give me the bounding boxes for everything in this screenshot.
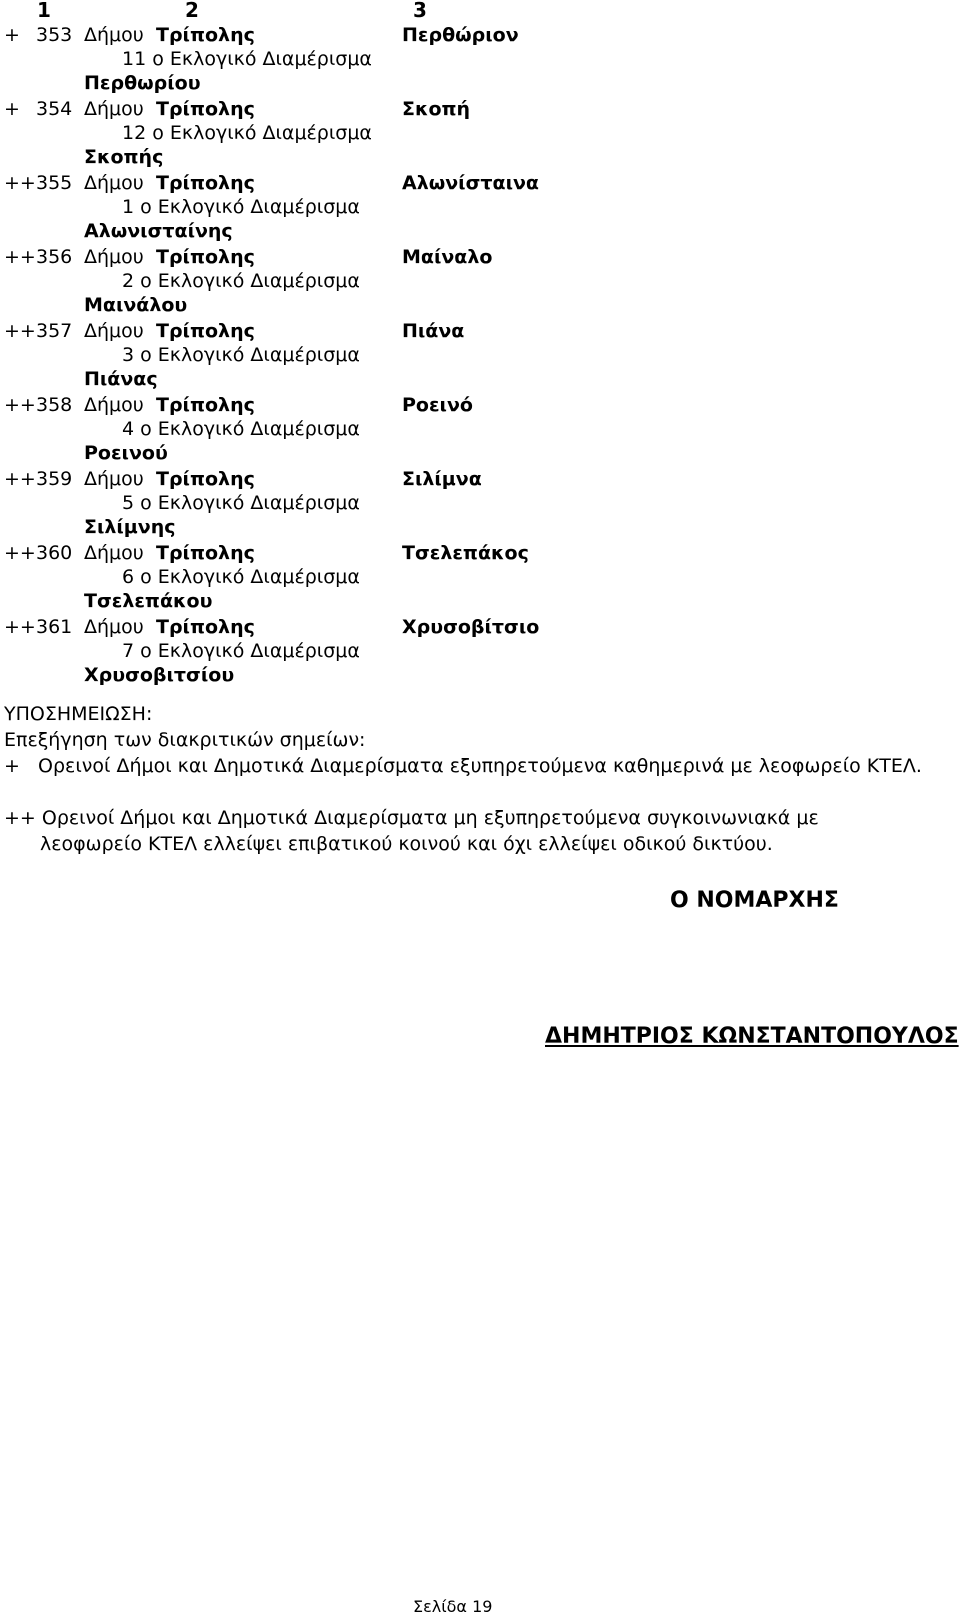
entry-city: Τρίπολης: [156, 320, 255, 342]
entry-district: 1 ο Εκλογικό Διαμέρισμα: [122, 196, 360, 218]
entry-number: 358: [36, 394, 73, 416]
entry-locality: Μαινάλου: [84, 294, 188, 316]
column-header-1: 1: [37, 0, 51, 22]
list-item: [0, 393, 960, 467]
entry-district: 5 ο Εκλογικό Διαμέρισμα: [122, 492, 360, 514]
entry-number: 357: [36, 320, 73, 342]
entry-mark: ++: [4, 320, 36, 342]
entry-locality: Σκοπής: [84, 146, 164, 168]
entry-number: 359: [36, 468, 73, 490]
entry-district: 11 ο Εκλογικό Διαμέρισμα: [122, 48, 372, 70]
entry-number: 355: [36, 172, 73, 194]
footnote-double-plus-line2: λεοφωρείο ΚΤΕΛ ελλείψει επιβατικού κοινού και όχι ελλείψει οδικού δικτύου.: [40, 833, 773, 855]
column-header-2: 2: [185, 0, 199, 22]
entry-district: 6 ο Εκλογικό Διαμέρισμα: [122, 566, 360, 588]
footnote-double-plus-line1: ++ Ορεινοί Δήμοι και Δημοτικά Διαμερίσματα μη εξυπηρετούμενα συγκοινωνιακά με: [4, 807, 819, 829]
entry-place: Σιλίμνα: [402, 468, 482, 490]
list-item: [0, 319, 960, 393]
entry-mark: ++: [4, 468, 36, 490]
entry-municipality-label: Δήμου: [84, 172, 144, 194]
signature-name: ΔΗΜΗΤΡΙΟΣ ΚΩΝΣΤΑΝΤΟΠΟΥΛΟΣ: [545, 1024, 959, 1049]
entry-locality: Σιλίμνης: [84, 516, 176, 538]
entry-mark: +: [4, 98, 20, 120]
signature-title: Ο ΝΟΜΑΡΧΗΣ: [670, 888, 839, 913]
entry-locality: Αλωνισταίνης: [84, 220, 233, 242]
entry-city: Τρίπολης: [156, 98, 255, 120]
entry-district: 4 ο Εκλογικό Διαμέρισμα: [122, 418, 360, 440]
entry-city: Τρίπολης: [156, 468, 255, 490]
list-item: [0, 97, 960, 171]
list-item: [0, 245, 960, 319]
footnote-heading: ΥΠΟΣΗΜΕΙΩΣΗ:: [4, 703, 153, 725]
entry-number: 360: [36, 542, 73, 564]
entry-city: Τρίπολης: [156, 172, 255, 194]
entry-place: Πιάνα: [402, 320, 465, 342]
entry-mark: ++: [4, 542, 36, 564]
entry-city: Τρίπολης: [156, 542, 255, 564]
list-item: [0, 23, 960, 97]
entry-municipality-label: Δήμου: [84, 542, 144, 564]
entry-mark: ++: [4, 246, 36, 268]
entry-mark: ++: [4, 172, 36, 194]
entry-locality: Χρυσοβιτσίου: [84, 664, 235, 686]
entry-city: Τρίπολης: [156, 394, 255, 416]
list-item: [0, 467, 960, 541]
entry-place: Ροεινό: [402, 394, 473, 416]
entry-place: Σκοπή: [402, 98, 471, 120]
entry-municipality-label: Δήμου: [84, 320, 144, 342]
entry-city: Τρίπολης: [156, 246, 255, 268]
entry-locality: Ροεινού: [84, 442, 168, 464]
entry-district: 3 ο Εκλογικό Διαμέρισμα: [122, 344, 360, 366]
entry-place: Τσελεπάκος: [402, 542, 529, 564]
entry-number: 361: [36, 616, 73, 638]
entry-municipality-label: Δήμου: [84, 616, 144, 638]
entry-mark: ++: [4, 394, 36, 416]
entry-place: Χρυσοβίτσιο: [402, 616, 540, 638]
entry-locality: Περθωρίου: [84, 72, 201, 94]
entry-place: Μαίναλο: [402, 246, 493, 268]
entry-municipality-label: Δήμου: [84, 98, 144, 120]
list-item: [0, 615, 960, 689]
entry-municipality-label: Δήμου: [84, 246, 144, 268]
entry-number: 356: [36, 246, 73, 268]
entry-municipality-label: Δήμου: [84, 394, 144, 416]
footnote-single-plus: + Ορεινοί Δήμοι και Δημοτικά Διαμερίσματα εξυπηρετούμενα καθημερινά με λεοφωρείο ΚΤΕΛ.: [4, 755, 922, 777]
footnote-intro: Επεξήγηση των διακριτικών σημείων:: [4, 729, 366, 751]
column-header-3: 3: [413, 0, 427, 22]
entry-mark: ++: [4, 616, 36, 638]
page-number: Σελίδα 19: [413, 1597, 493, 1616]
entry-place: Αλωνίσταινα: [402, 172, 539, 194]
entry-municipality-label: Δήμου: [84, 468, 144, 490]
entry-number: 353: [36, 24, 73, 46]
entry-number: 354: [36, 98, 73, 120]
entry-municipality-label: Δήμου: [84, 24, 144, 46]
entry-district: 12 ο Εκλογικό Διαμέρισμα: [122, 122, 372, 144]
entry-city: Τρίπολης: [156, 24, 255, 46]
entry-district: 7 ο Εκλογικό Διαμέρισμα: [122, 640, 360, 662]
entry-place: Περθώριον: [402, 24, 519, 46]
entry-mark: +: [4, 24, 20, 46]
list-item: [0, 171, 960, 245]
list-item: [0, 541, 960, 615]
entry-locality: Τσελεπάκου: [84, 590, 213, 612]
entry-locality: Πιάνας: [84, 368, 158, 390]
entry-district: 2 ο Εκλογικό Διαμέρισμα: [122, 270, 360, 292]
entry-city: Τρίπολης: [156, 616, 255, 638]
